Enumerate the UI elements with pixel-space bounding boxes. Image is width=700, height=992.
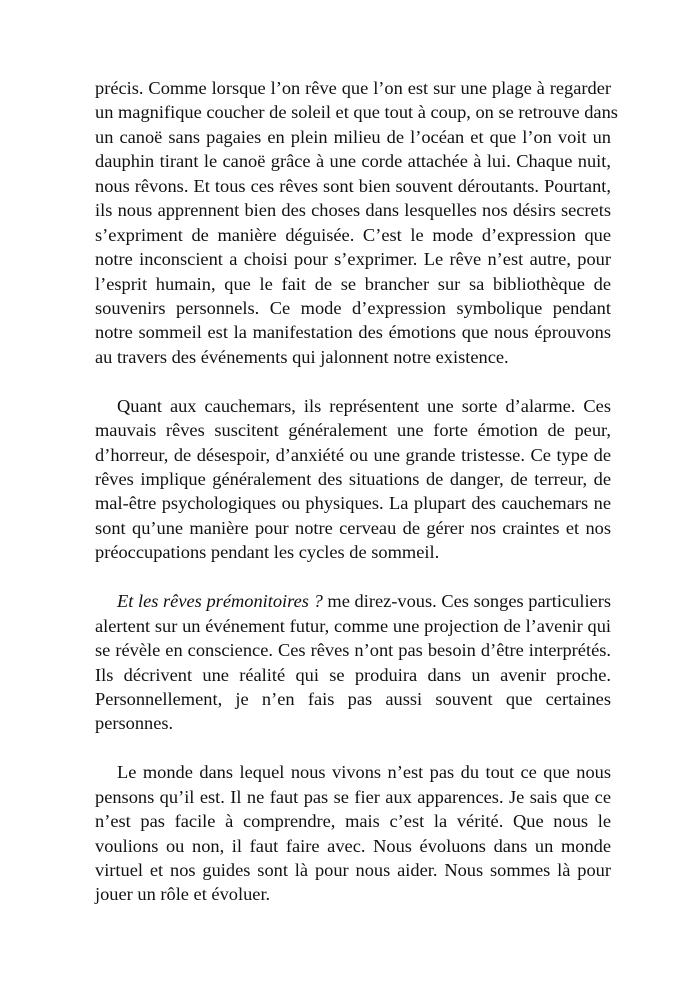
text-line: s’expriment de manière déguisée. C’est le mode d’expression que — [95, 224, 611, 245]
text-line: pensons qu’il est. Il ne faut pas se fier aux apparences. Je sais que ce — [95, 786, 611, 807]
text-line: notre sommeil est la manifestation des émotions que nous éprouvons — [95, 322, 611, 343]
paragraph-3 — [95, 589, 611, 736]
text-line: préoccupations pendant les cycles de sommeil. — [95, 542, 440, 563]
paragraph-2 — [95, 394, 611, 565]
text-line: rêves implique généralement des situations de danger, de terreur, de — [95, 469, 611, 489]
text-line: Ils décrivent une réalité qui se produira dans un avenir proche. — [95, 664, 611, 685]
text-line: Le monde dans lequel nous vivons n’est pas du tout ce que nous — [117, 762, 611, 783]
text-line: d’horreur, de désespoir, d’anxiété ou une grande tristesse. Ce type de — [95, 444, 611, 465]
text-line: se révèle en conscience. Ces rêves n’ont pas besoin d’être interprétés. — [95, 640, 611, 661]
text-line: jouer un rôle et évoluer. — [95, 884, 271, 905]
text-line: ils nous apprennent bien des choses dans lesquelles nos désirs secrets — [95, 200, 611, 221]
text-line: précis. Comme lorsque l’on rêve que l’on est sur une plage à regarder — [95, 78, 611, 98]
paragraph-1 — [95, 76, 618, 369]
text-span: me direz-vous. Ces songes particuliers — [322, 591, 611, 612]
text-line: mauvais rêves suscitent généralement une forte émotion de peur, — [95, 420, 611, 441]
text-line: personnes. — [95, 713, 174, 734]
text-line — [95, 589, 611, 613]
text-line: souvenirs personnels. Ce mode d’expression symbolique pendant — [95, 297, 611, 318]
text-line: sont qu’une manière pour notre cerveau de gérer nos craintes et nos — [95, 517, 611, 538]
text-line: au travers des événements qui jalonnent notre existence. — [95, 346, 509, 367]
document-page — [95, 76, 618, 931]
paragraph-4 — [95, 760, 611, 907]
text-line: nous rêvons. Et tous ces rêves sont bien souvent déroutants. Pourtant, — [95, 175, 611, 196]
text-line: un magnifique coucher de soleil et que tout à coup, on se retrouve dans — [95, 102, 618, 123]
text-line: voulions ou non, il faut faire avec. Nous évoluons dans un monde — [95, 835, 611, 856]
text-line: Personnellement, je n’en fais pas aussi souvent que certaines — [95, 688, 611, 709]
text-line: un canoë sans pagaies en plein milieu de l’océan et que l’on voit un — [95, 126, 611, 147]
italic-question: Et les rêves prémonitoires ? — [117, 591, 323, 612]
text-line: alertent sur un événement futur, comme une projection de l’avenir qui — [95, 615, 611, 636]
text-line: dauphin tirant le canoë grâce à une corde attachée à lui. Chaque nuit, — [95, 151, 611, 172]
text-line: mal-être psychologiques ou physiques. La plupart des cauchemars ne — [95, 493, 611, 514]
text-line: Quant aux cauchemars, ils représentent une sorte d’alarme. Ces — [117, 395, 611, 416]
text-line: l’esprit humain, que le fait de se brancher sur sa bibliothèque de — [95, 273, 611, 294]
text-line: virtuel et nos guides sont là pour nous aider. Nous sommes là pour — [95, 860, 611, 880]
text-line: notre inconscient a choisi pour s’exprimer. Le rêve n’est autre, pour — [95, 249, 611, 270]
text-line: n’est pas facile à comprendre, mais c’est la vérité. Que nous le — [95, 811, 611, 832]
